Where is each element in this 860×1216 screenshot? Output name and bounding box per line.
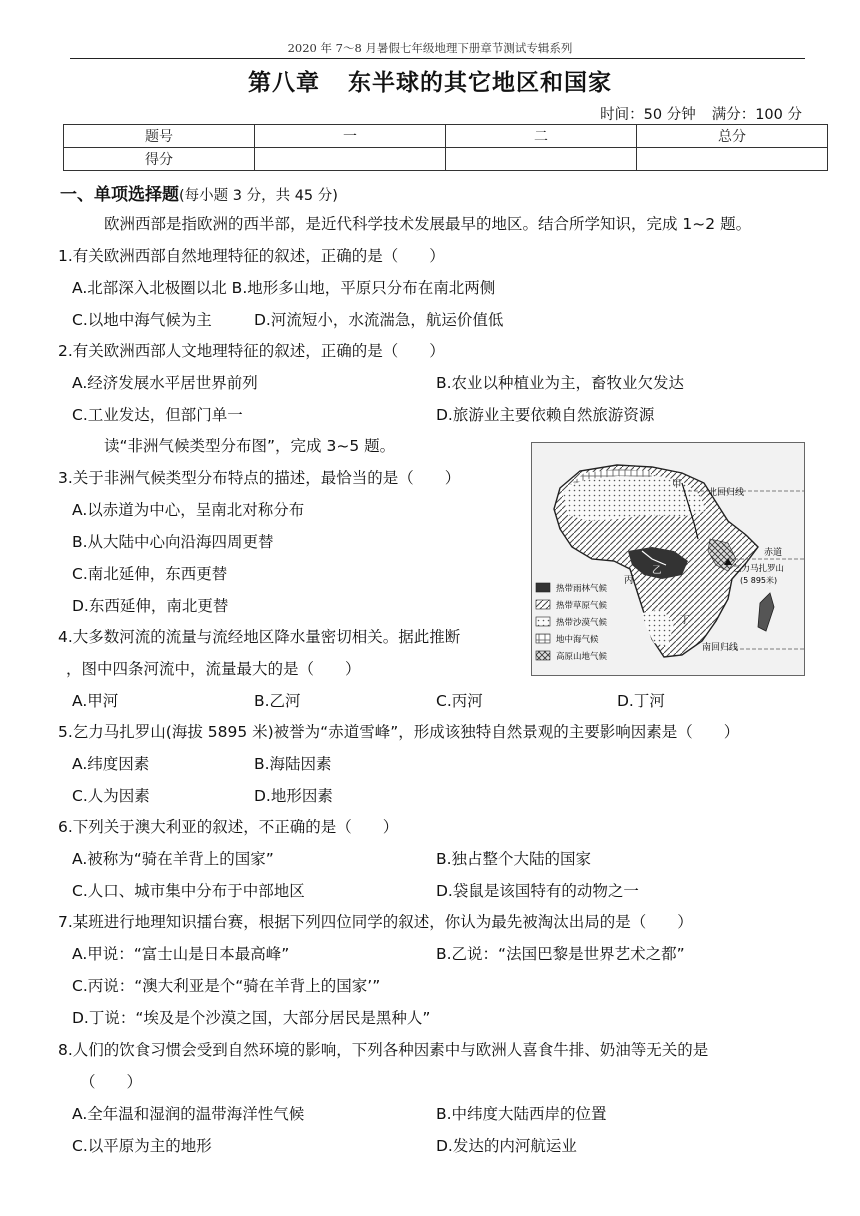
- equator-label: 赤道: [764, 548, 783, 558]
- option[interactable]: A.甲河: [72, 692, 119, 710]
- option[interactable]: C.南北延伸，东西更替: [72, 565, 228, 583]
- legend-label: 高原山地气候: [556, 652, 608, 662]
- option[interactable]: C.丙河: [436, 692, 483, 710]
- score-cell: 得分: [64, 148, 255, 171]
- question-stem: 1.有关欧洲西部自然地理特征的叙述，正确的是（ ）: [58, 247, 445, 265]
- option[interactable]: B.乙说：“法国巴黎是世界艺术之都”: [436, 945, 685, 963]
- question-stem: 7.某班进行地理知识擂台赛，根据下列四位同学的叙述，你认为最先被淘汰出局的是（ ）: [58, 913, 693, 931]
- question-stem: 8.人们的饮食习惯会受到自然环境的影响，下列各种因素中与欧洲人喜食牛排、奶油等无关的是: [58, 1041, 709, 1059]
- exam-full-score: 满分：100 分: [711, 107, 802, 123]
- option[interactable]: A.甲说：“富士山是日本最高峰”: [72, 945, 290, 963]
- option[interactable]: A.纬度因素: [72, 755, 150, 773]
- mountain-label: 乞力马扎罗山: [733, 564, 785, 574]
- option[interactable]: D.地形因素: [254, 787, 333, 805]
- question-stem-continued: ，图中四条河流中，流量最大的是（ ）: [66, 660, 361, 678]
- score-cell: 一: [255, 125, 446, 148]
- exam-time: 时间：50 分钟: [600, 107, 696, 123]
- score-input-cell[interactable]: [255, 148, 446, 171]
- option[interactable]: D.袋鼠是该国特有的动物之一: [436, 882, 639, 900]
- legend-label: 热带沙漠气候: [556, 618, 608, 628]
- option[interactable]: A.北部深入北极圈以北 B.地形多山地，平原只分布在南北两侧: [72, 279, 496, 297]
- score-table: [63, 124, 828, 171]
- river-label-yi: 乙: [652, 565, 662, 576]
- option[interactable]: B.农业以种植业为主，畜牧业欠发达: [436, 374, 685, 392]
- option[interactable]: C.丙说：“澳大利亚是个“骑在羊背上的国家’”: [72, 977, 381, 995]
- option[interactable]: B.乙河: [254, 692, 301, 710]
- option[interactable]: D.旅游业主要依赖自然旅游资源: [436, 406, 655, 424]
- question-stem: 6.下列关于澳大利亚的叙述，不正确的是（ ）: [58, 818, 399, 836]
- section-name: 一、单项选择题: [60, 185, 179, 205]
- option[interactable]: C.以平原为主的地形: [72, 1137, 212, 1155]
- tropic-of-cancer-label: 北回归线: [708, 488, 745, 498]
- option[interactable]: A.全年温和湿润的温带海洋性气候: [72, 1105, 305, 1123]
- legend-label: 地中海气候: [556, 635, 599, 645]
- mountain-elevation: (5 895米): [740, 576, 778, 585]
- option[interactable]: A.经济发展水平居世界前列: [72, 374, 258, 392]
- question-stem-continued: （ ）: [80, 1073, 143, 1091]
- river-label-bing: 丙: [624, 575, 634, 586]
- option[interactable]: D.发达的内河航运业: [436, 1137, 577, 1155]
- chapter-number: 第八章: [248, 69, 320, 96]
- score-table-score-row: [64, 148, 828, 171]
- question-stem: 4.大多数河流的流量与流经地区降水量密切相关。据此推断: [58, 628, 461, 646]
- question-stem: 2.有关欧洲西部人文地理特征的叙述，正确的是（ ）: [58, 342, 445, 360]
- option[interactable]: C.以地中海气候为主: [72, 311, 212, 329]
- score-cell: 二: [446, 125, 637, 148]
- option[interactable]: C.人为因素: [72, 787, 150, 805]
- section-title: [60, 180, 338, 205]
- question-stem: 3.关于非洲气候类型分布特点的描述，最恰当的是（ ）: [58, 469, 461, 487]
- river-label-ding: 丁: [680, 615, 690, 626]
- header-divider: [70, 58, 805, 59]
- option[interactable]: D.丁说：“埃及是个沙漠之国，大部分居民是黑种人”: [72, 1009, 431, 1027]
- option[interactable]: C.人口、城市集中分布于中部地区: [72, 882, 305, 900]
- score-cell: 总分: [637, 125, 828, 148]
- score-table-header-row: [64, 125, 828, 148]
- intro-text: 读“非洲气候类型分布图”，完成 3~5 题。: [104, 437, 396, 455]
- score-input-cell[interactable]: [637, 148, 828, 171]
- option[interactable]: A.以赤道为中心，呈南北对称分布: [72, 501, 305, 519]
- option[interactable]: B.中纬度大陆西岸的位置: [436, 1105, 607, 1123]
- score-input-cell[interactable]: [446, 148, 637, 171]
- chapter-name: 东半球的其它地区和国家: [348, 69, 612, 96]
- option[interactable]: D.丁河: [617, 692, 665, 710]
- score-cell: 题号: [64, 125, 255, 148]
- option[interactable]: A.被称为“骑在羊背上的国家”: [72, 850, 274, 868]
- map-figure: [532, 443, 804, 675]
- legend-label: 热带雨林气候: [556, 584, 608, 594]
- legend-label: 热带草原气候: [556, 601, 608, 611]
- option[interactable]: D.东西延伸，南北更替: [72, 597, 229, 615]
- tropic-of-capricorn-label: 南回归线: [702, 643, 739, 653]
- option[interactable]: B.独占整个大陆的国家: [436, 850, 592, 868]
- exam-meta: [600, 103, 802, 124]
- option[interactable]: B.海陆因素: [254, 755, 332, 773]
- question-stem: 5.乞力马扎罗山(海拔 5895 米)被誉为“赤道雪峰”，形成该独特自然景观的主要影响因素是（ ）: [58, 723, 740, 741]
- option[interactable]: C.工业发达，但部门单一: [72, 406, 243, 424]
- option[interactable]: D.河流短小，水流湍急，航运价值低: [254, 311, 504, 329]
- option[interactable]: B.从大陆中心向沿海四周更替: [72, 533, 274, 551]
- series-header: 2020 年 7～8 月暑假七年级地理下册章节测试专辑系列: [287, 41, 573, 55]
- section-note: (每小题 3 分，共 45 分): [179, 188, 338, 204]
- africa-climate-map: [531, 442, 805, 676]
- chapter-title: [0, 64, 860, 97]
- river-label-jia: 甲: [672, 479, 682, 490]
- intro-text: 欧洲西部是指欧洲的西半部，是近代科学技术发展最早的地区。结合所学知识，完成 1~2 题。: [104, 215, 752, 233]
